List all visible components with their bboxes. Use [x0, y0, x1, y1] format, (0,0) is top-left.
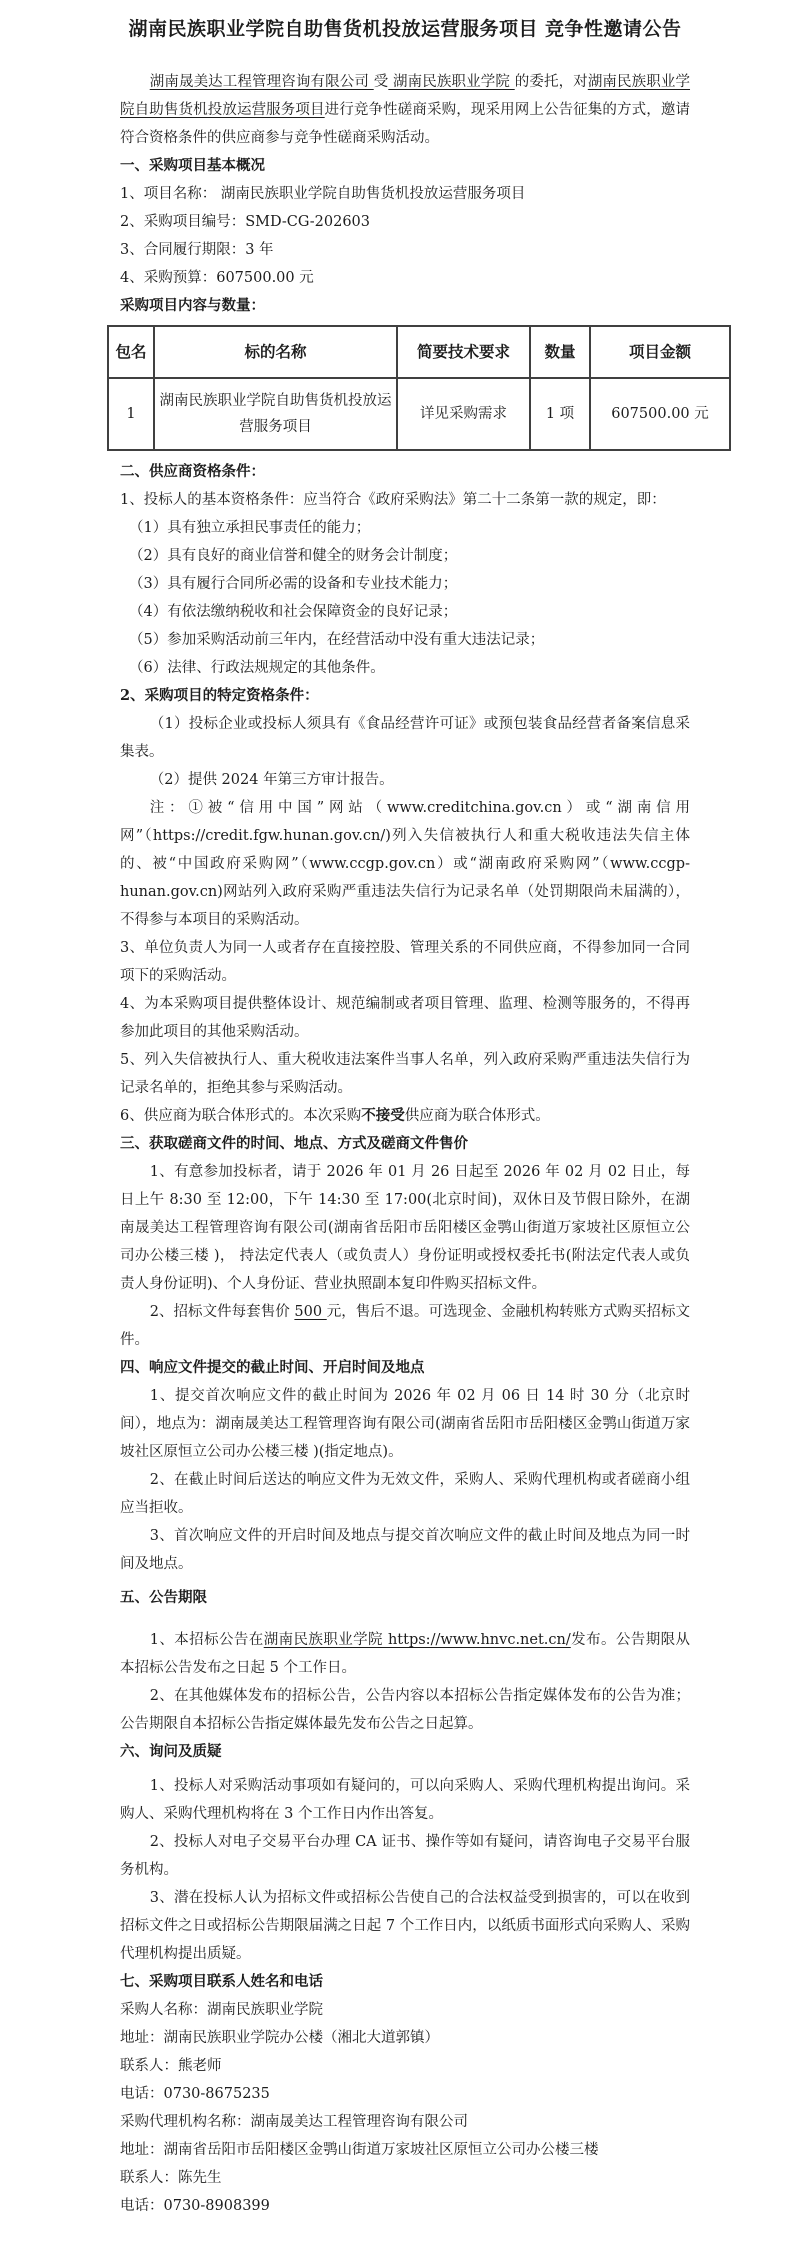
price-value-underlined: 500 — [294, 1304, 327, 1320]
inquiry-paragraph: 1、投标人对采购活动事项如有疑问的，可以向采购人、采购代理机构提出询问。采购人、采购代理机构将在 3 个工作日内作出答复。 — [120, 1778, 690, 1822]
qualification-item: （4）有依法缴纳税收和社会保障资金的良好记录； — [129, 604, 458, 620]
buyer-address-line: 地址：湖南民族职业学院办公楼（湘北大道郭镇） — [120, 2030, 439, 2046]
not-accepted-emphasis: 不接受 — [361, 1107, 405, 1124]
intro-text: 的委托，对 — [514, 74, 588, 90]
consortium-rule — [120, 1102, 690, 1130]
announcement-site-link[interactable]: 湖南民族职业学院 https://www.hnvc.net.cn/ — [263, 1632, 571, 1648]
intro-paragraph — [120, 68, 690, 152]
section-3-heading: 三、获取磋商文件的时间、地点、方式及磋商文件售价 — [120, 1135, 468, 1152]
cell-tech-req: 详见采购需求 — [397, 378, 530, 450]
announcement-publish-paragraph — [120, 1626, 690, 1682]
section-1-heading: 一、采购项目基本概况 — [120, 157, 265, 174]
document-price-paragraph — [120, 1298, 690, 1354]
project-name-line: 1、项目名称： 湖南民族职业学院自助售货机投放运营服务项目 — [120, 186, 526, 202]
cell-package: 1 — [108, 378, 154, 450]
budget-line: 4、采购预算：607500.00 元 — [120, 270, 314, 286]
agency-contact-line: 联系人：陈先生 — [120, 2170, 222, 2186]
qualification-item: （3）具有履行合同所必需的设备和专业技术能力； — [129, 576, 458, 592]
agency-name-line: 采购代理机构名称：湖南晟美达工程管理咨询有限公司 — [120, 2114, 468, 2130]
specific-qualification-item: （2）提供 2024 年第三方审计报告。 — [149, 772, 394, 788]
col-header-subject: 标的名称 — [154, 326, 397, 378]
opening-time-paragraph: 3、首次响应文件的开启时间及地点与提交首次响应文件的截止时间及地点为同一时间及地点。 — [120, 1528, 690, 1572]
price-text: 元，售后不退。可选现金、金融机构转账方式购买招标文件。 — [120, 1304, 690, 1348]
qualification-item: （1）具有独立承担民事责任的能力； — [129, 520, 371, 536]
price-text: 2、招标文件每套售价 — [149, 1304, 295, 1320]
qualification-rule: 3、单位负责人为同一人或者存在直接控股、管理关系的不同供应商，不得参加同一合同项下的采购活动。 — [120, 940, 690, 984]
intro-text: 受 — [373, 74, 389, 90]
table-caption: 采购项目内容与数量： — [120, 297, 265, 314]
cell-quantity: 1 项 — [530, 378, 590, 450]
section-6-heading: 六、询问及质疑 — [120, 1743, 222, 1760]
document-obtain-paragraph: 1、有意参加投标者，请于 2026 年 01 月 26 日起至 2026 年 02 月 02 日止，每日上午 8:30 至 12:00，下午 14:30 至 17:00(北京时间)，双休日及节假日除外，在湖南晟美达工程管理咨询有限公司(湖南省岳阳市岳阳楼区金鹗山街道万家坡社区原恒立公司办公楼三楼 )， 持法定代表人（或负责人）身份证明或授权委托书(附法定代表人或负责人身份证明)、个人身份证、营业执照副本复印件购买招标文件。 — [120, 1164, 690, 1292]
col-header-quantity: 数量 — [530, 326, 590, 378]
qualification-item: （5）参加采购活动前三年内，在经营活动中没有重大违法记录； — [129, 632, 545, 648]
consortium-rule-text: 6、供应商为联合体形式的。本次采购 — [120, 1108, 362, 1124]
qualification-item: （2）具有良好的商业信誉和健全的财务会计制度； — [129, 548, 458, 564]
contract-period-line: 3、合同履行期限：3 年 — [120, 242, 274, 258]
procurement-table — [107, 325, 731, 451]
specific-qualification-heading: 2、采购项目的特定资格条件： — [120, 687, 319, 704]
specific-qualification-item: （1）投标企业或投标人须具有《食品经营许可证》或预包装食品经营者备案信息采集表。 — [120, 716, 690, 760]
col-header-package: 包名 — [108, 326, 154, 378]
buyer-name-underlined: 湖南民族职业学院 — [388, 74, 515, 90]
qualification-item: （6）法律、行政法规规定的其他条件。 — [129, 660, 385, 676]
section-4-heading: 四、响应文件提交的截止时间、开启时间及地点 — [120, 1359, 425, 1376]
table-header-row — [108, 326, 730, 378]
qualification-rule: 5、列入失信被执行人、重大税收违法案件当事人名单，列入政府采购严重违法失信行为记录名单的，拒绝其参与采购活动。 — [120, 1052, 690, 1096]
section-7-heading: 七、采购项目联系人姓名和电话 — [120, 1973, 323, 1990]
agency-name-underlined: 湖南晟美达工程管理咨询有限公司 — [149, 74, 374, 90]
section-5-heading: 五、公告期限 — [120, 1589, 207, 1606]
project-number-line: 2、采购项目编号：SMD-CG-202603 — [120, 214, 370, 230]
publish-text: 1、本招标公告在 — [149, 1632, 264, 1648]
agency-address-line: 地址：湖南省岳阳市岳阳楼区金鹗山街道万家坡社区原恒立公司办公楼三楼 — [120, 2142, 599, 2158]
late-submission-paragraph: 2、在截止时间后送达的响应文件为无效文件，采购人、采购代理机构或者磋商小组应当拒收。 — [120, 1472, 690, 1516]
col-header-amount: 项目金额 — [590, 326, 730, 378]
col-header-tech-req: 简要技术要求 — [397, 326, 530, 378]
qualification-rule: 4、为本采购项目提供整体设计、规范编制或者项目管理、监理、检测等服务的，不得再参加此项目的其他采购活动。 — [120, 996, 690, 1040]
project-name-underlined: 湖南民族职业学院自助售货机投放运营服务项目 — [120, 74, 691, 118]
basic-qualification-intro: 1、投标人的基本资格条件：应当符合《政府采购法》第二十二条第一款的规定，即： — [120, 492, 666, 508]
consortium-rule-text: 供应商为联合体形式。 — [404, 1108, 550, 1124]
publish-text: 发布。公告期限从本招标公告发布之日起 5 个工作日。 — [120, 1632, 691, 1676]
credit-note-paragraph: 注：①被“信用中国”网站（www.creditchina.gov.cn）或“湖南信用网”（https://credit.fgw.hunan.gov.cn/)列入失信被执行人和重大税收违法失信主体的、被“中国政府采购网”（www.ccgp.gov.cn）或“湖南政府采购网”（www.ccgp-hunan.gov.cn)网站列入政府采购严重违法失信行为记录名单（处罚期限尚未届满的），不得参与本项目的采购活动。 — [120, 800, 690, 928]
buyer-phone-line: 电话：0730-8675235 — [120, 2086, 270, 2102]
buyer-contact-line: 联系人：熊老师 — [120, 2058, 222, 2074]
table-row — [108, 378, 730, 450]
agency-phone-line: 电话：0730-8908399 — [120, 2198, 270, 2214]
page-title: 湖南民族职业学院自助售货机投放运营服务项目 竞争性邀请公告 — [128, 18, 682, 40]
cell-subject: 湖南民族职业学院自助售货机投放运营服务项目 — [154, 378, 397, 450]
deadline-paragraph: 1、提交首次响应文件的截止时间为 2026 年 02 月 06 日 14 时 30 分（北京时间），地点为：湖南晟美达工程管理咨询有限公司(湖南省岳阳市岳阳楼区金鹗山街道万家坡社区原恒立公司办公楼三楼 )(指定地点)。 — [120, 1388, 690, 1460]
cell-amount: 607500.00 元 — [590, 378, 730, 450]
section-2-heading: 二、供应商资格条件： — [120, 463, 265, 480]
challenge-paragraph: 3、潜在投标人认为招标文件或招标公告使自己的合法权益受到损害的，可以在收到招标文件之日或招标公告期限届满之日起 7 个工作日内，以纸质书面形式向采购人、采购代理机构提出质疑。 — [120, 1890, 690, 1962]
other-media-paragraph: 2、在其他媒体发布的招标公告，公告内容以本招标公告指定媒体发布的公告为准；公告期限自本招标公告指定媒体最先发布公告之日起算。 — [120, 1688, 690, 1732]
ca-platform-paragraph: 2、投标人对电子交易平台办理 CA 证书、操作等如有疑问，请咨询电子交易平台服务机构。 — [120, 1834, 690, 1878]
intro-text: 进行竞争性磋商采购，现采用网上公告征集的方式，邀请符合资格条件的供应商参与竞争性磋商采购活动。 — [120, 102, 691, 146]
buyer-name-line: 采购人名称：湖南民族职业学院 — [120, 2002, 323, 2018]
